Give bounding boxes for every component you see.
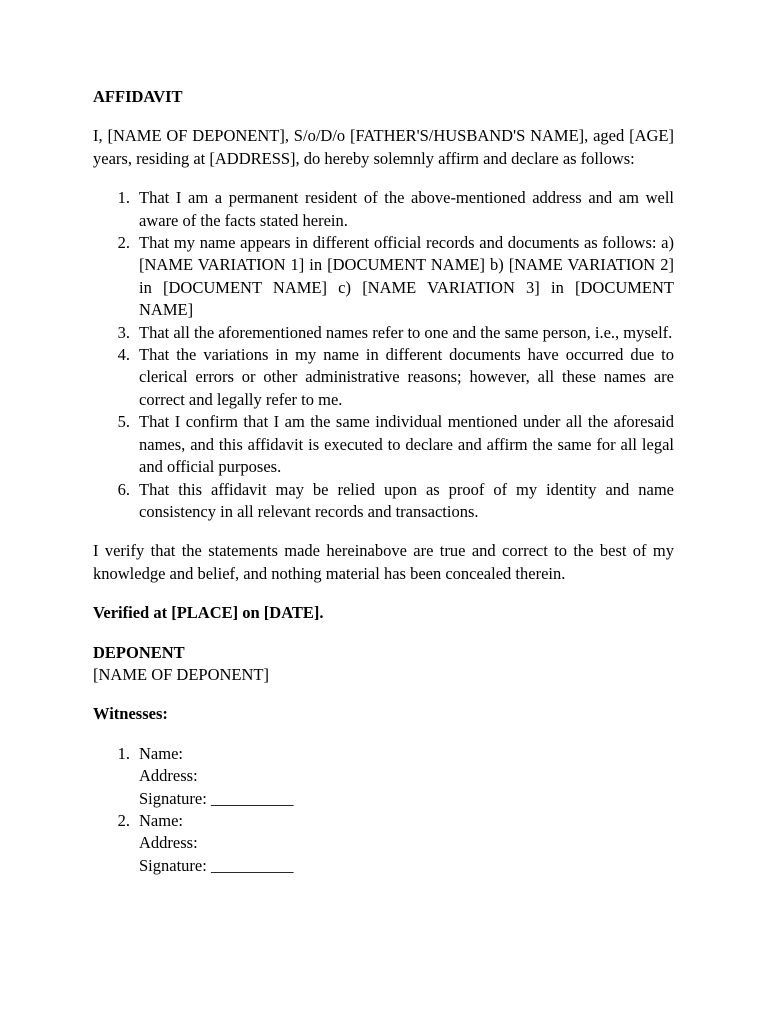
witness-address-field: Address: [139, 766, 198, 786]
clause-item [93, 411, 674, 478]
deponent-label: DEPONENT [93, 642, 185, 662]
clause-item [93, 187, 674, 232]
witness-address-field: Address: [139, 833, 198, 853]
document-title: AFFIDAVIT [93, 87, 183, 106]
intro-paragraph: I, [NAME OF DEPONENT], S/o/D/o [FATHER'S/HUSBAND'S NAME], aged [AGE] years, residing at [ADDRESS], do hereby solemnly affirm and declare as follows: [93, 126, 674, 168]
clause-text: That all the aforementioned names refer to one and the same person, i.e., myself. [139, 322, 673, 342]
clause-number: 2. [117, 233, 130, 253]
clause-number: 6. [117, 479, 130, 499]
witness-signature-field: Signature: __________ [139, 855, 294, 875]
clause-number: 1. [117, 188, 130, 208]
clause-text: That my name appears in different official records and documents as follows: a) [NAME VARIATION 1] in [DOCUMENT NAME] b) [NAME VARIATION 2] in [DOCUMENT NAME] c) [NAME VARIATION 3] in [DOCUMENT NAME] [139, 233, 674, 320]
verification-paragraph: I verify that the statements made hereinabove are true and correct to the best of my knowledge and belief, and nothing material has been concealed therein. [93, 541, 674, 583]
witness-name-field: Name: [139, 743, 183, 763]
clause-number: 3. [117, 322, 130, 342]
affidavit-page [93, 86, 674, 877]
witness-number: 1. [117, 743, 130, 763]
witness-number: 2. [117, 810, 130, 830]
clause-text: That I confirm that I am the same individual mentioned under all the aforesaid names, and this affidavit is executed to declare and affirm the same for all legal and official purposes. [139, 412, 674, 477]
witness-item [93, 810, 674, 877]
witnesses-heading: Witnesses: [93, 704, 168, 724]
witness-name-field: Name: [139, 810, 183, 830]
clause-number: 4. [117, 345, 130, 365]
clause-text: That this affidavit may be relied upon as proof of my identity and name consistency in all relevant records and transactions. [139, 479, 674, 521]
clause-item [93, 479, 674, 524]
clause-text: That the variations in my name in different documents have occurred due to clerical errors or other administrative reasons; however, all these names are correct and legally refer to me. [139, 345, 674, 409]
clause-number: 5. [117, 412, 130, 432]
witnesses-list [93, 743, 674, 877]
clause-item [93, 232, 674, 322]
deponent-name: [NAME OF DEPONENT] [93, 664, 269, 684]
clause-item [93, 344, 674, 411]
witness-signature-field: Signature: __________ [139, 788, 294, 808]
witness-item [93, 743, 674, 810]
clause-text: That I am a permanent resident of the above-mentioned address and am well aware of the facts stated herein. [139, 188, 674, 230]
verified-at-line: Verified at [PLACE] on [DATE]. [93, 603, 324, 623]
clauses-list [93, 187, 674, 523]
clause-item [93, 322, 674, 344]
